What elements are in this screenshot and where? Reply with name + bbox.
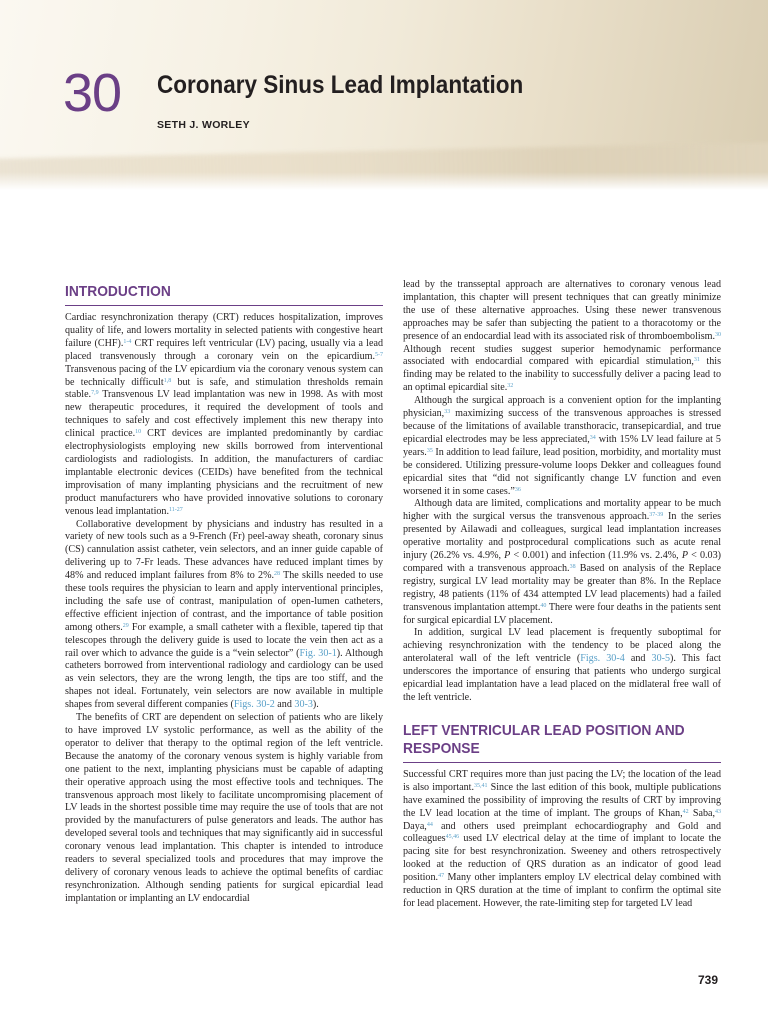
text-run: CRT requires left ventricular (LV) pacing, usually via a lead placed transvenously through a coronary vein on the epicardium. (65, 337, 383, 362)
text-run: ). Although catheters borrowed from interventional radiology and cardiology can be used as vein selectors, they are the wrong length, the tips are too stiff, and the shapes not ideal. Fortunately, vein selectors are now available in multiple shapes from several different companies ( (65, 647, 384, 711)
section-rule (65, 305, 383, 306)
text-run: Although the surgical approach is a convenient option for the implanting physician, (403, 395, 721, 420)
text-run: Although recent studies suggest superior hemodynamic performance associated with endocardial compared with epicardial stimulation, (403, 343, 721, 368)
right-column-body-b (403, 769, 721, 911)
paragraph (65, 712, 383, 906)
figure-link[interactable]: Figs. 30-2 (233, 699, 275, 711)
reference-citation[interactable]: 43 (715, 808, 721, 815)
section-rule (403, 762, 721, 763)
introduction-body (65, 312, 383, 906)
paragraph (403, 279, 721, 395)
reference-citation[interactable]: 44 (426, 821, 433, 828)
figure-link[interactable]: 30-3 (294, 699, 313, 711)
text-run: CRT devices are implanted predominantly by cardiac electrophysiologists employing new skills borrowed from interventional cardiologists and radiologists. In addition, the manufacturers of cardiac implantable electronic devices (CEIDs) have benefited from the technical improvisation of many implanting physicians and the recruitment of new product manufacturers who have provided innovative solutions to coronary venous lead implantation. (65, 428, 383, 517)
italic-run: P (504, 550, 511, 562)
text-run: Based on analysis of the Replace registry, surgical LV lead mortality may be greater than 8%. In the Replace registry, 48 patients (11% of 434 attempted LV lead placements) had a failed transvenous implantation attempt. (403, 562, 721, 613)
reference-citation[interactable]: 11-27 (169, 506, 183, 513)
text-run: used LV electrical delay at the time of implant to locate the pacing site for best resynchronization. Sweeney and others retrospectively looked at the reduction of QRS duration as an indicator of good lead position. (403, 833, 721, 884)
paragraph (65, 312, 383, 519)
paragraph (403, 498, 721, 627)
figure-link[interactable]: 30-5 (651, 653, 671, 665)
text-run: this finding may be related to the inability to successfully deliver a pacing lead to an optimal epicardial site. (403, 356, 721, 394)
text-run: < 0.03) compared with a transvenous approach. (403, 550, 722, 574)
italic-run: P (681, 550, 688, 562)
text-run: Daya, (403, 820, 427, 832)
text-run: Successful CRT requires more than just pacing the LV; the location of the lead is also important. (403, 768, 721, 793)
text-run: Since the last edition of this book, multiple publications have examined the possibility of improving the results of CRT by improving the LV lead location at the time of implant. The groups of Khan, (403, 781, 721, 819)
reference-citation[interactable]: 31 (693, 357, 700, 364)
reference-citation[interactable]: 42 (682, 808, 689, 815)
right-column-body-a (403, 279, 721, 705)
right-column (403, 279, 721, 911)
text-run: ). This fact underscores the importance of ensuring that patients who undergo surgical epicardial lead implantation have a lead placed on the midlateral free wall of the left ventricle. (403, 653, 721, 703)
reference-citation[interactable]: 30 (715, 331, 721, 338)
text-run: The skills needed to use these tools requires the physician to learn and apply interventional principles, including the safe use of contrast, manipulation of open-lumen catheters, effective efficient injection of contrast, and the importance of table position among others. (65, 570, 383, 633)
section-heading-introduction: INTRODUCTION (65, 283, 171, 300)
text-run: < 0.001) and infection (11.9% vs. 2.4%, (510, 550, 682, 562)
text-run: In the series presented by Ailawadi and colleagues, surgical lead implantation increases operative mortality and postprocedural complications such as acute renal injury (26.2% vs. 4.9%, (403, 511, 721, 562)
text-run: Although data are limited, complications and mortality appear to be much higher with the surgical versus the transvenous approach. (403, 498, 721, 523)
reference-citation[interactable]: 37-39 (649, 512, 664, 519)
reference-citation[interactable]: 5-7 (375, 351, 383, 358)
reference-citation[interactable]: 45,46 (445, 834, 460, 841)
reference-citation[interactable]: 36 (514, 486, 521, 493)
text-run: Transvenous pacing of the LV epicardium via the coronary venous system can be technically difficult (65, 363, 383, 388)
text-run: There were four deaths in the patients sent for surgical epicardial LV placement. (403, 601, 721, 626)
section-heading-lv-lead-position: LEFT VENTRICULAR LEAD POSITION AND RESPONSE (403, 721, 685, 757)
reference-citation[interactable]: 10 (135, 429, 142, 436)
reference-citation[interactable]: 33 (444, 409, 451, 416)
text-run: and (624, 653, 652, 665)
reference-citation[interactable]: 34 (589, 434, 596, 441)
text-run: In addition, surgical LV lead placement is frequently suboptimal for achieving resynchronization with the tendency to be placed along the anterolateral wall of the left ventricle ( (403, 627, 721, 665)
text-run: For example, a small catheter with a flexible, tapered tip that telescopes through the delivery guide is used to locate the vein then act as a rail over which to advance the guide is a “vein selector” ( (65, 621, 384, 659)
text-run: with 15% LV lead failure at 5 years. (403, 433, 721, 458)
paragraph (403, 769, 721, 911)
chapter-title: Coronary Sinus Lead Implantation (157, 71, 524, 99)
reference-citation[interactable]: 32 (507, 383, 514, 390)
paragraph (65, 519, 383, 713)
reference-citation[interactable]: 38 (569, 563, 576, 570)
author-name: SETH J. WORLEY (157, 119, 250, 131)
reference-citation[interactable]: 35,41 (474, 782, 488, 789)
left-column (65, 283, 383, 906)
reference-citation[interactable]: 1,8 (163, 377, 172, 384)
text-run: In addition to lead failure, lead position, morbidity, and mortality must be considered. Utilizing pressure-volume loops Dekker and colleagues found epicardial sites that “did not significantly change LV function and even worsened it in some cases.” (403, 446, 721, 497)
text-run: Collaborative development by physicians and industry has resulted in a variety of new tools such as a 9-French (Fr) peel-away sheath, coronary sinus (CS) cannulation assist catheter, vein selectors, and an inner guide capable of delivering up to 7-Fr leads. These advances have reduced implant times by 48% and reduced implant failures from 8% to 2%. (65, 518, 383, 582)
reference-citation[interactable]: 47 (438, 873, 445, 880)
text-run: but is safe, and stimulation thresholds remain stable. (65, 376, 383, 401)
paragraph (403, 395, 721, 498)
text-run: maximizing success of the transvenous approaches is stressed because of the limitations of available transthoracic, transepicardial, and true epicardial electrodes may be less appreciated, (403, 408, 721, 445)
page-number: 739 (697, 973, 718, 987)
text-run: lead by the transseptal approach are alternatives to coronary venous lead implantation, this chapter will present techniques that can greatly minimize the use of these alternative approaches. Using these newer transvenous approaches may be safer than subjecting the patient to a thoracotomy or the presence of an endocardial lead with its associated risk of thromboembolism. (403, 279, 721, 342)
figure-link[interactable]: Figs. 30-4 (580, 653, 625, 665)
text-run: and others used preimplant echocardiography and Gold and colleagues (403, 820, 721, 845)
text-run: The benefits of CRT are dependent on selection of patients who are likely to have improved LV systolic performance, as well as the ability of the operator to deliver that therapy to the optimal region of the left ventricle. Because the anatomy of the coronary venous system is highly variable from one patient to the next, implanting physicians must be capable of adapting their operative approach using the most effective tools and techniques. The transvenous approach most likely to facilitate uncompromising placement of LV leads in the shortest possible time may require the use of tools that are not provided by the manufacturers of pulse generators and leads. The author has developed several tools and techniques that may significantly aid in successful coronary venous lead implantation. This chapter is intended to introduce readers to several specialized tools and procedures that may improve the delivery of coronary venous leads to achieve the optimal benefits of cardiac resynchronization. Although sending patients for surgical epicardial lead implantation or implanting an LV endocardial (65, 712, 383, 904)
reference-citation[interactable]: 28 (274, 571, 281, 578)
reference-citation[interactable]: 1-4 (123, 338, 132, 345)
text-run: Cardiac resynchronization therapy (CRT) reduces hospitalization, improves quality of life, and lowers mortality in selected patients with congestive heart failure (CHF). (65, 312, 383, 349)
reference-citation[interactable]: 7,9 (91, 390, 99, 397)
reference-citation[interactable]: 29 (122, 622, 129, 629)
text-run: Saba, (688, 807, 715, 819)
chapter-number: 30 (63, 63, 122, 123)
text-run: Many other implanters employ LV electrical delay combined with reduction in QRS duration at the time of implant to confirm the optimal site for lead placement. However, the rate-limiting step for targeted LV lead (403, 872, 721, 909)
reference-citation[interactable]: 40 (540, 602, 547, 609)
text-run: Transvenous LV lead implantation was new in 1998. As with most new therapeutic procedures, it required the development of tools and techniques to safely and cost effectively implement this new therapy into clinical practice. (65, 389, 383, 440)
figure-link[interactable]: Fig. 30-1 (299, 647, 337, 659)
reference-citation[interactable]: 35 (426, 447, 433, 454)
text-run: and (274, 699, 295, 711)
paragraph (403, 627, 721, 704)
text-run: ). (312, 699, 319, 711)
